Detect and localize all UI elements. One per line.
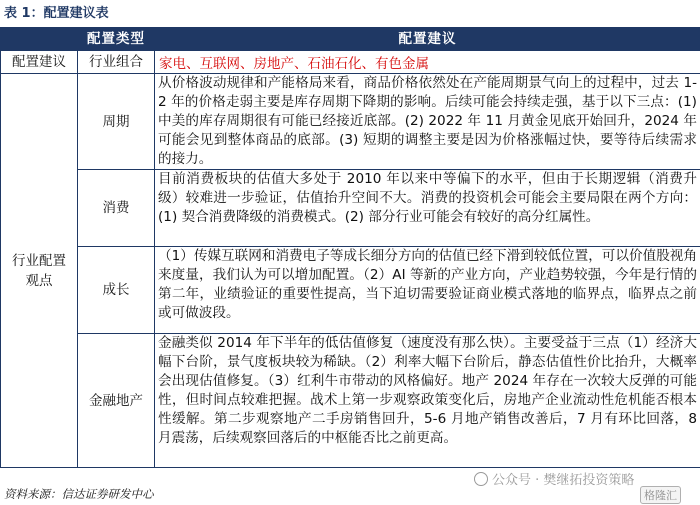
table-row: [1, 334, 700, 468]
site-badge: 格隆汇: [640, 486, 681, 504]
config-table: [0, 27, 700, 468]
header-empty: [1, 28, 78, 51]
watermark: [474, 469, 634, 488]
header-row: [1, 28, 700, 51]
row-type: 周期: [78, 74, 155, 170]
table-row: [1, 247, 700, 334]
row-text: （1）传媒互联网和消费电子等成长细分方向的估值已经下滑到较低位置，可以价值股视角来度量，我们认为可以增加配置。（2）AI 等新的产业方向，产业趋势较强，今年是行情的第二年，业绩验证的重要性提高，当下迫切需要验证商业模式落地的临界点，临界点之前或可做波段。: [155, 247, 700, 334]
wechat-icon: [474, 472, 488, 486]
row-type: 成长: [78, 247, 155, 334]
table-row: [1, 51, 700, 74]
industry-combination: 家电、互联网、房地产、石油石化、有色金属: [155, 51, 700, 74]
row-text: 金融类似 2014 年下半年的低估值修复（速度没有那么快）。主要受益于三点（1）经济大幅下台阶，景气度板块较为稀缺。（2）利率大幅下台阶后，静态估值性价比抬升，大概率会出现估值修复。（3）红利牛市带动的风格偏好。地产 2024 年存在一次较大反弹的可能性，但时间点较难把握。战术上第一步观察政策变化后，房地产企业流动性危机能否根本性缓解。第二步观察地产二手房销售回升，5-6 月地产销售改善后，7 月有环比回落，8 月震荡，后续观察回落后的中枢能否比之前更高。: [155, 334, 700, 468]
source-note: 资料来源：信达证券研发中心: [4, 487, 154, 501]
row-type: 行业组合: [78, 51, 155, 74]
row-type: 金融地产: [78, 334, 155, 468]
table-row: [1, 74, 700, 170]
table-row: [1, 170, 700, 247]
group-label: 行业配置观点: [1, 74, 78, 468]
table-title: 表 1：配置建议表: [4, 6, 109, 21]
header-advice: 配置建议: [155, 28, 700, 51]
row-text: 目前消费板块的估值大多处于 2010 年以来中等偏下的水平，但由于长期逻辑（消费升级）较难进一步验证，估值抬升空间不大。消费的投资机会可能会主要局限在两个方向：(1) 契合消费降级的消费模式。(2) 部分行业可能会有较好的高分红属性。: [155, 170, 700, 247]
watermark-text: 公众号 · 樊继拓投资策略: [492, 473, 635, 488]
row-label: 配置建议: [1, 51, 78, 74]
row-text: 从价格波动规律和产能格局来看，商品价格依然处在产能周期景气向上的过程中，过去 1-2 年的价格走弱主要是库存周期下降期的影响。后续可能会持续走强，基于以下三点：(1) 中美的库存周期很有可能已经接近底部。(2) 2022 年 11 月黄金见底开始回升，2024 年可能会见到整体商品的底部。(3) 短期的调整主要是因为价格涨幅过快，要等待后续需求的接力。: [155, 74, 700, 170]
header-type: 配置类型: [78, 28, 155, 51]
row-type: 消费: [78, 170, 155, 247]
